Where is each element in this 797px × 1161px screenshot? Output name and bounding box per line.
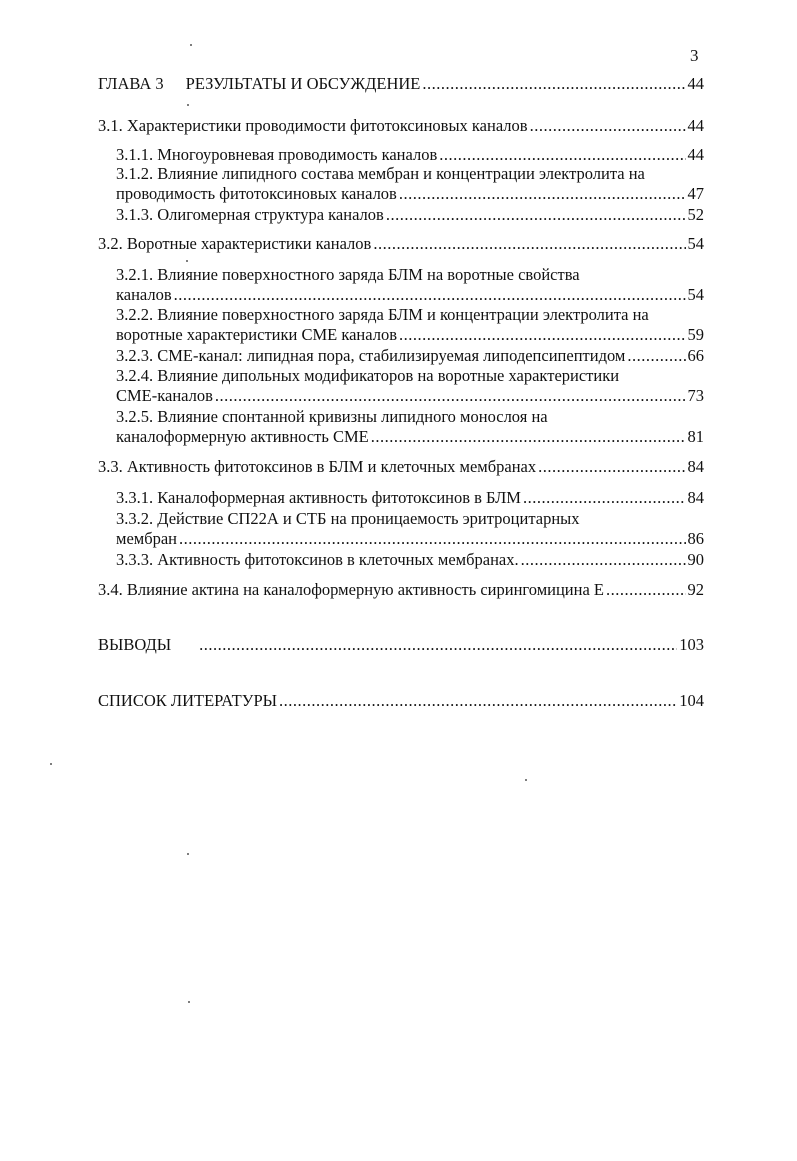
leader-dots bbox=[371, 427, 686, 447]
leader-dots bbox=[215, 386, 686, 406]
toc-entry-3-3[interactable] bbox=[98, 457, 704, 477]
page-ref: 52 bbox=[687, 205, 704, 224]
leader-dots bbox=[373, 234, 685, 254]
page-ref: 92 bbox=[687, 580, 704, 599]
page-ref: 84 bbox=[687, 488, 704, 507]
entry-title: 3.2. Воротные характеристики каналов bbox=[98, 234, 372, 253]
page-ref: 84 bbox=[687, 457, 704, 476]
toc-entry-3-2[interactable] bbox=[98, 234, 704, 254]
toc-entry-3-3-2-line1: 3.3.2. Действие СП22А и СТБ на проницаемость эритроцитарных bbox=[116, 509, 580, 528]
entry-title: 3.2.3. СМЕ-канал: липидная пора, стабилизируемая липодепсипептидом bbox=[116, 346, 626, 365]
page-ref: 44 bbox=[687, 116, 704, 135]
toc-entry-3-1-2[interactable] bbox=[116, 184, 704, 204]
leader-dots bbox=[174, 285, 686, 305]
toc-entry-conclusions[interactable] bbox=[98, 635, 704, 655]
entry-title: 3.1. Характеристики проводимости фитотоксиновых каналов bbox=[98, 116, 528, 135]
toc-entry-3-2-5[interactable] bbox=[116, 427, 704, 447]
leader-dots bbox=[199, 635, 677, 655]
leader-dots bbox=[439, 145, 685, 165]
scan-speck bbox=[188, 1001, 190, 1003]
leader-dots bbox=[386, 205, 686, 225]
toc-entry-3-2-4[interactable] bbox=[116, 386, 704, 406]
page-ref: 66 bbox=[687, 346, 704, 365]
toc-entry-3-4[interactable] bbox=[98, 580, 704, 600]
entry-title: 3.1.1. Многоуровневая проводимость каналов bbox=[116, 145, 438, 164]
toc-entry-chapter-3[interactable] bbox=[98, 74, 704, 94]
toc-entry-3-3-1[interactable] bbox=[116, 488, 704, 508]
page-ref: 47 bbox=[687, 184, 704, 203]
entry-title: 3.3.1. Каналоформерная активность фитотоксинов в БЛМ bbox=[116, 488, 521, 507]
page-ref: 73 bbox=[687, 386, 704, 405]
page-ref: 103 bbox=[679, 635, 704, 654]
toc-entry-3-1-3[interactable] bbox=[116, 205, 704, 225]
toc-entry-3-3-2[interactable] bbox=[116, 529, 704, 549]
page-ref: 54 bbox=[687, 234, 704, 253]
entry-title: мембран bbox=[116, 529, 178, 548]
chapter-title: РЕЗУЛЬТАТЫ И ОБСУЖДЕНИЕ bbox=[185, 74, 421, 93]
entry-title: каналоформерную активность СМЕ bbox=[116, 427, 369, 446]
page-ref: 54 bbox=[687, 285, 704, 304]
toc-entry-3-2-3[interactable] bbox=[116, 346, 704, 366]
toc-entry-3-2-2-line1: 3.2.2. Влияние поверхностного заряда БЛМ и концентрации электролита на bbox=[116, 305, 649, 324]
scan-speck bbox=[190, 44, 192, 46]
leader-dots bbox=[606, 580, 686, 600]
page-number: 3 bbox=[690, 46, 699, 65]
leader-dots bbox=[279, 691, 677, 711]
entry-title: 3.4. Влияние актина на каналоформерную активность сирингомицина Е bbox=[98, 580, 604, 599]
scan-speck bbox=[186, 260, 188, 262]
toc-entry-references[interactable] bbox=[98, 691, 704, 711]
toc-entry-3-1-1[interactable] bbox=[116, 145, 704, 165]
entry-title: воротные характеристики СМЕ каналов bbox=[116, 325, 398, 344]
toc-entry-3-2-1-line1: 3.2.1. Влияние поверхностного заряда БЛМ на воротные свойства bbox=[116, 265, 580, 284]
entry-title: проводимость фитотоксиновых каналов bbox=[116, 184, 397, 203]
entry-title: СМЕ-каналов bbox=[116, 386, 213, 405]
page-ref: 104 bbox=[679, 691, 704, 710]
leader-dots bbox=[530, 116, 686, 136]
leader-dots bbox=[399, 325, 685, 345]
leader-dots bbox=[627, 346, 685, 366]
page-ref: 90 bbox=[687, 550, 704, 569]
toc-entry-3-3-3[interactable] bbox=[116, 550, 704, 570]
toc-entry-3-1-2-line1: 3.1.2. Влияние липидного состава мембран и концентрации электролита на bbox=[116, 164, 645, 183]
entry-title: 3.3.3. Активность фитотоксинов в клеточных мембранах. bbox=[116, 550, 519, 569]
scan-speck bbox=[187, 104, 189, 106]
chapter-label: ГЛАВА 3 bbox=[98, 74, 164, 93]
entry-title: ВЫВОДЫ bbox=[98, 635, 172, 654]
toc-entry-3-1[interactable] bbox=[98, 116, 704, 136]
scan-speck bbox=[50, 763, 52, 765]
leader-dots bbox=[422, 74, 685, 94]
toc-entry-3-2-2[interactable] bbox=[116, 325, 704, 345]
leader-dots bbox=[521, 550, 686, 570]
page-ref: 86 bbox=[687, 529, 704, 548]
toc-entry-3-2-5-line1: 3.2.5. Влияние спонтанной кривизны липидного монослоя на bbox=[116, 407, 548, 426]
entry-title: 3.3. Активность фитотоксинов в БЛМ и клеточных мембранах bbox=[98, 457, 537, 476]
scan-speck bbox=[525, 779, 527, 781]
toc-entry-3-2-1[interactable] bbox=[116, 285, 704, 305]
entry-title: каналов bbox=[116, 285, 172, 304]
scan-speck bbox=[187, 853, 189, 855]
page-ref: 44 bbox=[687, 74, 704, 93]
page-ref: 44 bbox=[687, 145, 704, 164]
leader-dots bbox=[538, 457, 685, 477]
entry-title: 3.1.3. Олигомерная структура каналов bbox=[116, 205, 384, 224]
leader-dots bbox=[399, 184, 686, 204]
page-ref: 81 bbox=[687, 427, 704, 446]
leader-dots bbox=[523, 488, 686, 508]
page-ref: 59 bbox=[687, 325, 704, 344]
entry-title: СПИСОК ЛИТЕРАТУРЫ bbox=[98, 691, 278, 710]
leader-dots bbox=[179, 529, 685, 549]
toc-entry-3-2-4-line1: 3.2.4. Влияние дипольных модификаторов на воротные характеристики bbox=[116, 366, 620, 385]
